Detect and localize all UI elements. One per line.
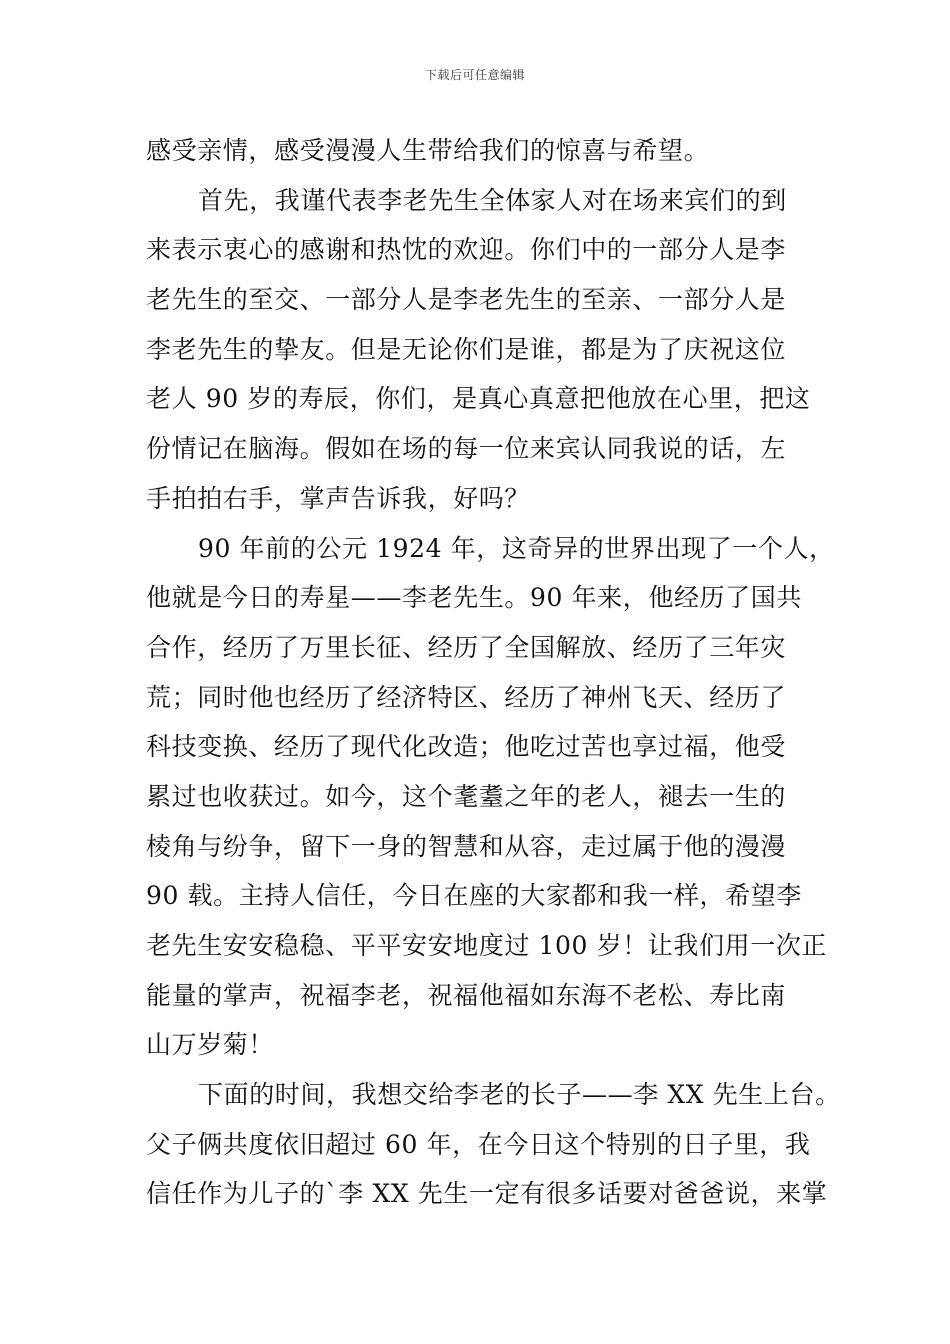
text-line: 来表示衷心的感谢和热忱的欢迎。你们中的一部分人是李 — [146, 235, 787, 265]
text-line: 90 载。主持人信任，今日在座的大家都和我一样，希望李 — [146, 881, 802, 911]
document-body — [146, 126, 841, 1219]
text-line: 他就是今日的寿星——李老先生。90 年来，他经历了国共 — [146, 583, 802, 613]
text-line: 感受亲情，感受漫漫人生带给我们的惊喜与希望。 — [146, 136, 710, 165]
text-line: 合作，经历了万里长征、经历了全国解放、经历了三年灾 — [146, 632, 787, 662]
text-line: 李老先生的挚友。但是无论你们是谁，都是为了庆祝这位 — [146, 334, 787, 364]
text-line: 份情记在脑海。假如在场的每一位来宾认同我说的话，左 — [146, 434, 787, 464]
text-line: 荒；同时他也经历了经济特区、经历了神州飞天、经历了 — [146, 682, 787, 712]
text-line: 科技变换、经历了现代化改造；他吃过苦也享过福，他受 — [146, 732, 787, 762]
text-line: 山万岁菊！ — [146, 1030, 275, 1060]
paragraph-start-line: 下面的时间，我想交给李老的长子——李 XX 先生上台。 — [198, 1080, 841, 1110]
text-line: 累过也收获过。如今，这个耄耋之年的老人，褪去一生的 — [146, 781, 787, 811]
text-line: 老先生安安稳稳、平平安安地度过 100 岁！让我们用一次正 — [146, 931, 828, 960]
text-line: 能量的掌声，祝福李老，祝福他福如东海不老松、寿比南 — [146, 980, 787, 1010]
text-line: 老人 90 岁的寿辰，你们，是真心真意把他放在心里，把这 — [146, 384, 811, 414]
text-line: 老先生的至交、一部分人是李老先生的至亲、一部分人是 — [146, 285, 787, 315]
text-line: 手拍拍右手，掌声告诉我，好吗？ — [146, 483, 531, 513]
paragraph-start-line: 90 年前的公元 1924 年，这奇异的世界出现了一个人， — [198, 533, 835, 563]
text-line: 父子俩共度依旧超过 60 年，在今日这个特别的日子里，我 — [146, 1129, 811, 1159]
text-line: 信任作为儿子的`李 XX 先生一定有很多话要对爸爸说，来掌 — [146, 1179, 828, 1209]
text-line: 棱角与纷争，留下一身的智慧和从容，走过属于他的漫漫 — [146, 831, 787, 861]
paragraph-start-line: 首先，我谨代表李老先生全体家人对在场来宾们的到 — [198, 185, 787, 215]
page-header-note: 下载后可任意编辑 — [424, 68, 525, 82]
